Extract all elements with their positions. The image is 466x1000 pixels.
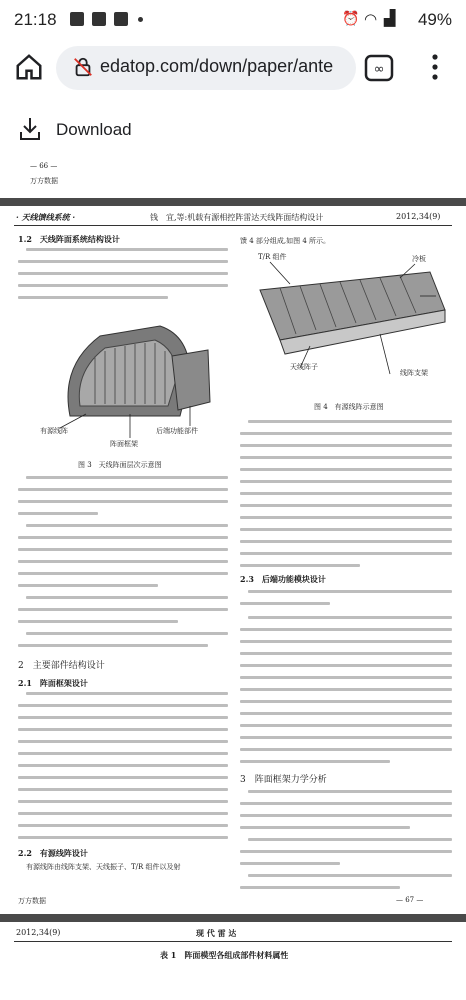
journal-issue: 2012,34(9) — [396, 212, 441, 221]
running-title: 钱 宜,等:机载有源相控阵雷达天线阵面结构设计 — [150, 213, 324, 222]
figure-3 — [40, 306, 220, 456]
fig3-label-backend: 后端功能部件 — [156, 427, 198, 435]
next-header-rule — [14, 941, 452, 942]
next-journal-issue: 2012,34(9) — [16, 928, 61, 937]
fig3-caption: 图 3 天线阵面层次示意图 — [78, 461, 162, 469]
more-vert-icon[interactable] — [428, 52, 442, 86]
figure-4 — [240, 250, 452, 400]
header-rule — [14, 225, 452, 226]
page-gap — [0, 198, 466, 206]
signal-icon: ▟ — [384, 9, 396, 27]
journal-section: · 天线馈线系统 · — [16, 212, 76, 222]
section-heading-3: 3 阵面框架力学分析 — [240, 775, 327, 785]
gallery-icon — [70, 12, 84, 26]
message-icon — [92, 12, 106, 26]
section-heading-2-2: 2.2 有源线阵设计 — [18, 848, 88, 858]
page-gap — [0, 914, 466, 922]
previous-page-tail — [0, 158, 466, 194]
fig4-caption: 图 4 有源线阵示意图 — [314, 403, 384, 411]
page-watermark: 万方数据 — [18, 897, 46, 905]
section-heading-2: 2 主要部件结构设计 — [18, 661, 105, 671]
home-icon[interactable] — [14, 52, 44, 86]
notification-dot-icon — [138, 17, 143, 22]
section-heading-2-1: 2.1 阵面框架设计 — [18, 678, 88, 688]
status-time: 21:18 — [14, 10, 57, 29]
prev-page-number: — 66 — — [30, 162, 58, 170]
not-secure-icon[interactable] — [72, 56, 94, 82]
right-top-line: 馈 4 部分组成,如图 4 所示。 — [240, 237, 331, 245]
app-icon — [114, 12, 128, 26]
alarm-icon: ⏰ — [342, 11, 360, 27]
page-number: — 67 — — [396, 896, 424, 904]
pdf-page — [0, 206, 466, 914]
status-bar — [0, 0, 466, 40]
tab-switcher-icon[interactable] — [364, 54, 394, 86]
battery-level: 49% — [417, 10, 452, 29]
browser-toolbar — [0, 40, 466, 96]
download-bar[interactable] — [0, 100, 466, 158]
next-journal-title: 现 代 雷 达 — [196, 928, 237, 938]
prev-page-watermark: 万方数据 — [30, 177, 58, 185]
download-icon — [18, 116, 42, 146]
wifi-icon: ◠ — [364, 10, 378, 28]
section-heading-1-2: 1.2 天线阵面系统结构设计 — [18, 234, 120, 244]
fig4-label-antenna: 天线阵子 — [290, 363, 318, 371]
pdf-viewer[interactable] — [0, 158, 466, 1000]
fig4-label-support: 线阵支架 — [400, 369, 428, 377]
left-last-line: 有源线阵由线阵支架、天线振子、T/R 组件以及射 — [26, 863, 181, 871]
table-1-caption: 表 1 阵面模型各组成部件材料属性 — [160, 950, 289, 960]
fig3-label-linear-array: 有源线阵 — [40, 427, 68, 435]
fig4-label-tr: T/R 组件 — [258, 253, 287, 261]
section-heading-2-3: 2.3 后端功能模块设计 — [240, 574, 326, 584]
fig3-label-frame: 阵面框架 — [110, 440, 138, 448]
svg-text:∞: ∞ — [373, 62, 385, 77]
next-page — [0, 922, 466, 1000]
url-text[interactable]: edatop.com/down/paper/ante — [100, 56, 334, 76]
download-label: Download — [56, 120, 132, 139]
fig4-label-coldplate: 冷板 — [412, 255, 426, 263]
